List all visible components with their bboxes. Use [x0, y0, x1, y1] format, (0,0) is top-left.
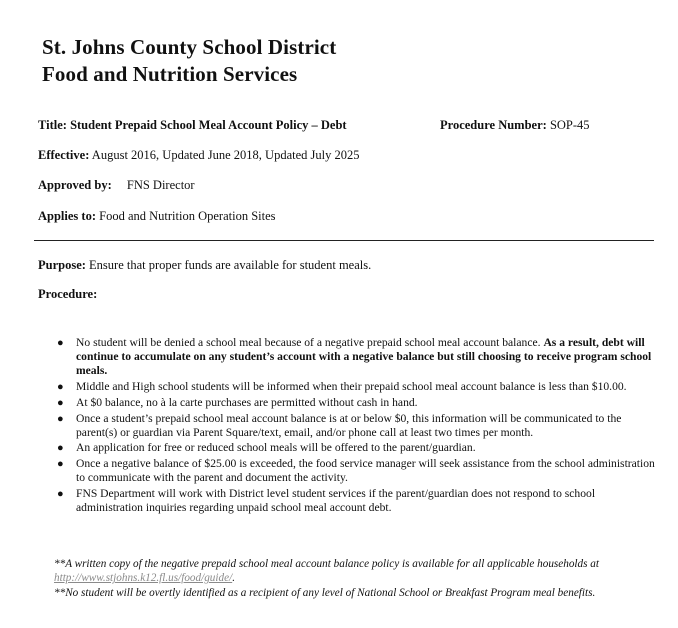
list-item: [56, 487, 656, 515]
list-item: [56, 441, 656, 455]
effective-value: August 2016, Updated June 2018, Updated July 2025: [91, 148, 360, 162]
bullet-icon: ●: [57, 442, 64, 455]
district-name: St. Johns County School District: [42, 35, 337, 59]
list-item-text: At $0 balance, no à la carte purchases are permitted without cash in hand.: [76, 395, 418, 409]
approved-value: FNS Director: [126, 178, 195, 192]
procedure-list: [56, 336, 656, 517]
list-item: [56, 336, 656, 379]
approved-label: Approved by:: [38, 178, 112, 192]
effective-row: [38, 147, 359, 163]
list-item-text: Middle and High school students will be informed when their prepaid school meal account balance is less than $10.00.: [76, 380, 627, 394]
applies-row: [38, 208, 276, 224]
bullet-icon: ●: [57, 412, 64, 425]
procedure-number-row: [440, 117, 590, 133]
guide-link[interactable]: http://www.stjohns.k12.fl.us/food/guide/: [54, 572, 233, 585]
list-item-text: An application for free or reduced school meals will be offered to the parent/guardian.: [76, 441, 476, 455]
section-divider: [34, 240, 654, 241]
title-row: [38, 117, 347, 133]
footnote-suffix: .: [232, 572, 235, 585]
list-item: [56, 380, 656, 394]
bullet-icon: ●: [57, 381, 64, 394]
procedure-heading: Procedure:: [38, 287, 98, 301]
title-label: Title:: [38, 118, 67, 132]
list-item-text: No student will be denied a school meal because of a negative prepaid school meal account balance.: [76, 336, 544, 349]
footnotes: [54, 557, 664, 600]
bullet-icon: ●: [57, 458, 64, 471]
footnote-text: **A written copy of the negative prepaid school meal account balance policy is available for all applicable households at: [54, 558, 599, 570]
list-item-text: FNS Department will work with District level student services if the parent/guardian does not respond to school administration inquiries regarding unpaid school meal account debt.: [76, 487, 596, 515]
procedure-number-label: Procedure Number:: [440, 118, 547, 132]
bullet-icon: ●: [57, 337, 64, 349]
footnote-overt-identification: **No student will be overtly identified as a recipient of any level of National School or Breakfast Program meal benefits.: [54, 586, 596, 599]
title-value: Student Prepaid School Meal Account Policy – Debt: [70, 118, 347, 132]
bullet-icon: ●: [57, 488, 64, 501]
list-item: [56, 412, 656, 440]
footnote-policy-copy: [54, 557, 664, 586]
applies-label: Applies to:: [38, 209, 96, 223]
purpose-row: [38, 257, 371, 273]
effective-label: Effective:: [38, 148, 90, 162]
procedure-number-value: SOP-45: [549, 118, 590, 132]
bullet-icon: ●: [57, 396, 64, 409]
purpose-label: Purpose:: [38, 258, 86, 272]
list-item: [56, 396, 656, 410]
list-item-bold-text: As a result, debt will continue to accumulate on any student’s account with a negative balance but still choosing to receive program school meals.: [76, 336, 652, 378]
department-name: Food and Nutrition Services: [42, 62, 298, 86]
purpose-text: Ensure that proper funds are available for student meals.: [89, 258, 372, 272]
org-header: [42, 34, 336, 88]
list-item: [56, 457, 656, 485]
list-item-text: Once a negative balance of $25.00 is exceeded, the food service manager will seek assistance from the school administration to communicate with the parent and document the activity.: [76, 457, 655, 485]
applies-value: Food and Nutrition Operation Sites: [99, 209, 276, 223]
list-item-text: Once a student’s prepaid school meal account balance is at or below $0, this information will be communicated to the parent(s) or guardian via Parent Square/text, email, and/or phone call at least two times per month.: [76, 411, 622, 439]
approved-row: [38, 177, 195, 193]
